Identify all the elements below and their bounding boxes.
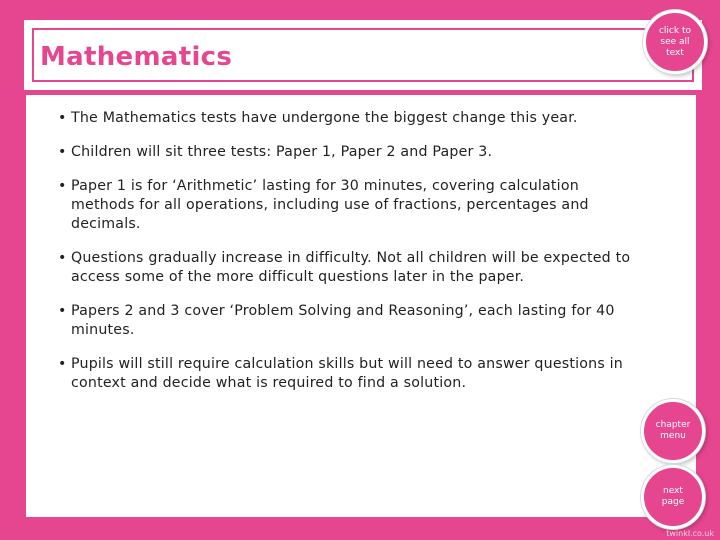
chapter-menu-label: chapter menu <box>655 420 691 441</box>
page-title: Mathematics <box>40 42 233 72</box>
next-page-button[interactable] <box>641 465 705 529</box>
bullet-item: • Papers 2 and 3 cover ‘Problem Solving and Reasoning’, each lasting for 40 minutes. <box>56 302 646 340</box>
see-all-text-label: click to see all text <box>658 25 691 58</box>
footer-credit: twinkl.co.uk <box>666 529 714 538</box>
see-all-text-button[interactable] <box>643 10 707 74</box>
title-banner <box>26 22 700 88</box>
chapter-menu-button[interactable] <box>641 399 705 463</box>
bullet-item: • Children will sit three tests: Paper 1, Paper 2 and Paper 3. <box>56 143 646 162</box>
bullet-list <box>56 109 646 408</box>
next-page-label: next page <box>661 486 685 507</box>
bullet-item: • The Mathematics tests have undergone the biggest change this year. <box>56 109 646 128</box>
bullet-item: • Questions gradually increase in difficulty. Not all children will be expected to access some of the more difficult questions later in the paper. <box>56 249 646 287</box>
content-panel <box>26 95 696 517</box>
bullet-item: • Pupils will still require calculation skills but will need to answer questions in context and decide what is required to find a solution. <box>56 355 646 393</box>
bullet-item: • Paper 1 is for ‘Arithmetic’ lasting for 30 minutes, covering calculation methods for all operations, including use of fractions, percentages and decimals. <box>56 177 646 234</box>
